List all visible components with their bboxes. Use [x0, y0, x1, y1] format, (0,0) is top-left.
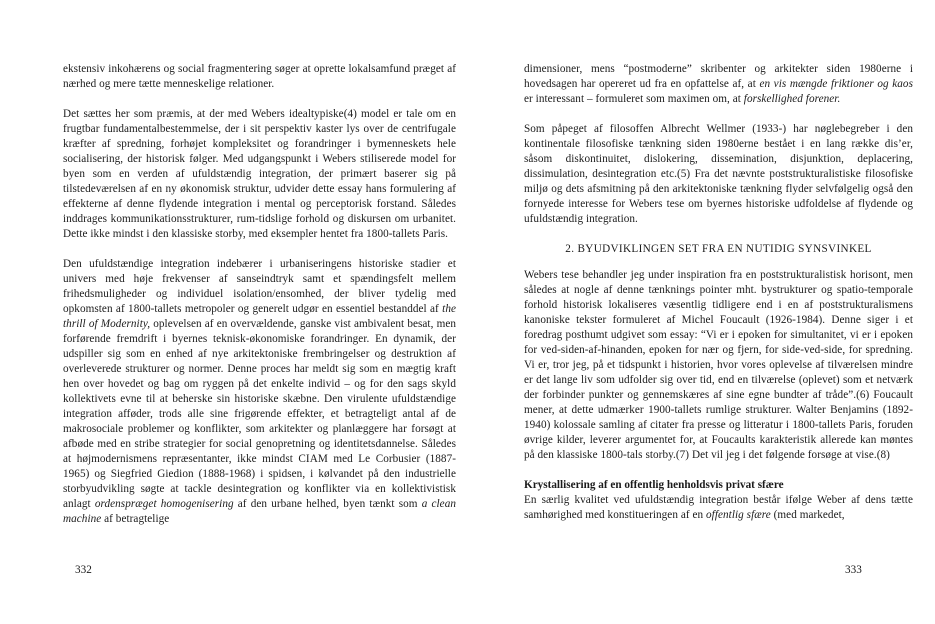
- text-segment-italic: the thrill of Modernity,: [63, 303, 456, 330]
- text-segment: er interessant – formuleret som maximen om, at: [524, 93, 744, 105]
- paragraph-left-2: [63, 107, 456, 242]
- page-number-right: 333: [845, 564, 862, 576]
- text-segment-italic: offentlig sfære: [706, 509, 771, 521]
- text-segment: (med markedet,: [770, 509, 845, 521]
- text-segment-italic: a clean machine: [63, 498, 456, 525]
- subsection-heading: Krystallisering af en offentlig henholdsvis privat sfære: [524, 479, 784, 491]
- text-segment: af betragtelige: [101, 513, 170, 525]
- text-segment: oplevelsen af en overvældende, ganske vist ambivalent besat, men forførende fremdrift i byernes teknisk-økonomiske forandringer. En dynamik, der udspiller sig som en enhed af nye arkitektoniske frembringelser og destruktion af overleverede strukturer og normer. Denne proces har meldt sig som en mægtig kraft hen over hovedet og bag om ryggen på det enkelte individ – og for den sags skyld kollektivets evne til at beherske sin historiske skæbne. Den virulente ufuldstændige integration afføder, trods alle sine frigørende effekter, et betragteligt antal af de makrosociale problemer og konflikter, som arkitekter og planlæggere har forsøgt at afbøde med en stribe strategier for social genopretning og identitetsdannelse. Således at højmodernismens repræsentanter, ikke mindst CIAM med Le Corbusier (1887-1965) og Siegfried Giedion (1888-1968) i spidsen, i kølvandet på den industrielle storbyudvikling søgte at tackle desintegration og konflikter via en kollektivistisk anlagt: [63, 318, 457, 510]
- text-segment: Webers tese behandler jeg under inspiration fra en poststrukturalistisk horisont, men således at nogle af denne tænknings pointer mht. bystrukturer og spatio-temporale forhold historisk lokaliseres væsentlig tidligere end i en af poststrukturalismens kanoniske tekster formuleret af Michel Foucault (1926-1984). Denne siger i et foredrag posthumt udgivet som essay: “Vi er i epoken for simultanitet, vi er i epoken for ved-siden-af-hinanden, epoken for nær og fjern, for side-ved-side, for spredning. Vi er, tror jeg, på et tidspunkt i historien, hvor vores oplevelse af tilværelsen mindre er det lange liv som udfolder sig over tid, end en tilværelse (oplevet) som et netværk der forbinder punkter og gennemskæres af sine egne bundter af tråde”.(6) Foucault mener, at dette udmærker 1900-tallets rumlige strukturer. Walter Benjamins (1892-1940) kolossale samling af citater fra presse og litteratur i 1800-tallets Paris, foruden øvrige kilder, leverer argumentet for, at Foucaults karakteristik allerede kan møntes på den klassiske 1800-tals storby.(7) Det vil jeg i det følgende forsøge at vise.(8): [524, 269, 913, 461]
- text-segment-italic: en vis mængde friktioner og kaos: [759, 78, 913, 90]
- text-segment: Den ufuldstændige integration indebærer i urbaniseringens historiske stadier et univers med høje frekvenser af sanseindtryk samt et spændingsfelt mellem frihedsmuligheder og individuel isolation/ensomhed, der bliver tydelig med opkomsten af 1800-tallets metropoler og generelt udgør en essentiel bestanddel af: [63, 258, 456, 315]
- text-segment: af den urbane helhed, byen tænkt som: [233, 498, 422, 510]
- page-number-left: 332: [75, 564, 92, 576]
- paragraph-right-3: [524, 268, 913, 463]
- text-segment: En særlig kvalitet ved ufuldstændig integration består ifølge Weber af dens tætte samhørighed med konstitueringen af en: [524, 494, 913, 521]
- section-heading: 2. BYUDVIKLINGEN SET FRA EN NUTIDIG SYNSVINKEL: [565, 243, 872, 255]
- text-segment: Som påpeget af filosoffen Albrecht Wellmer (1933-) har nøglebegreber i den kontinentale filosofiske tænkning siden 1980erne bestået i en lang række dis’er, såsom diskontinuitet, dislokering, dissemination, disjunktion, deplacering, dissimulation, desintegration etc.(5) Fra det nævnte poststrukturalistiske filosofiske miljø og dets afsmitning på den arkitektoniske tænkning flyder selvfølgelig også den fornyede interesse for Webers tese om byernes historiske udfoldelse af flydende og ufuldstændig integration.: [524, 123, 913, 225]
- text-segment-italic: forskellighed forener.: [743, 93, 841, 105]
- paragraph-right-1: [524, 62, 913, 107]
- text-segment: ekstensiv inkohærens og social fragmentering søger at oprette lokalsamfund præget af nærhed og mere tætte menneskelige relationer.: [63, 63, 456, 90]
- paragraph-right-4: [524, 493, 913, 523]
- text-segment-italic: ordenspræget homogenisering: [94, 498, 234, 510]
- text-segment: Det sættes her som præmis, at der med Webers idealtypiske(4) model er tale om en frugtbar fundamentalbestemmelse, der i sit perspektiv kaster lys over de centrifugale kræfter af spredning, forhøjet kompleksitet og forandringer i bymenneskets hele socialisering, der historisk følger. Med udgangspunkt i Webers stiliserede model for byen som en verden af ufuldstændig integration, der primært baserer sig på tilstedeværelsen af en ny økonomisk struktur, udvider dette essay hans formulering af effekterne af denne flydende integration i mental og perceptorisk forstand. Således inddrages kommunikationsstrukturer, rum-tidslige forhold og diskursen om urbanitet. Dette ikke mindst i den klassiske storby, med eksempler hentet fra 1800-tallets Paris.: [63, 108, 456, 240]
- paragraph-left-3: [63, 257, 456, 527]
- page-right: [524, 62, 913, 523]
- paragraph-right-2: [524, 122, 913, 227]
- paragraph-left-1: [63, 62, 456, 92]
- text-segment: dimensioner, mens “postmoderne” skribenter og arkitekter siden 1980erne i hovedsagen har opereret ud fra en opfattelse af, at: [524, 63, 913, 90]
- page-left: [63, 62, 456, 542]
